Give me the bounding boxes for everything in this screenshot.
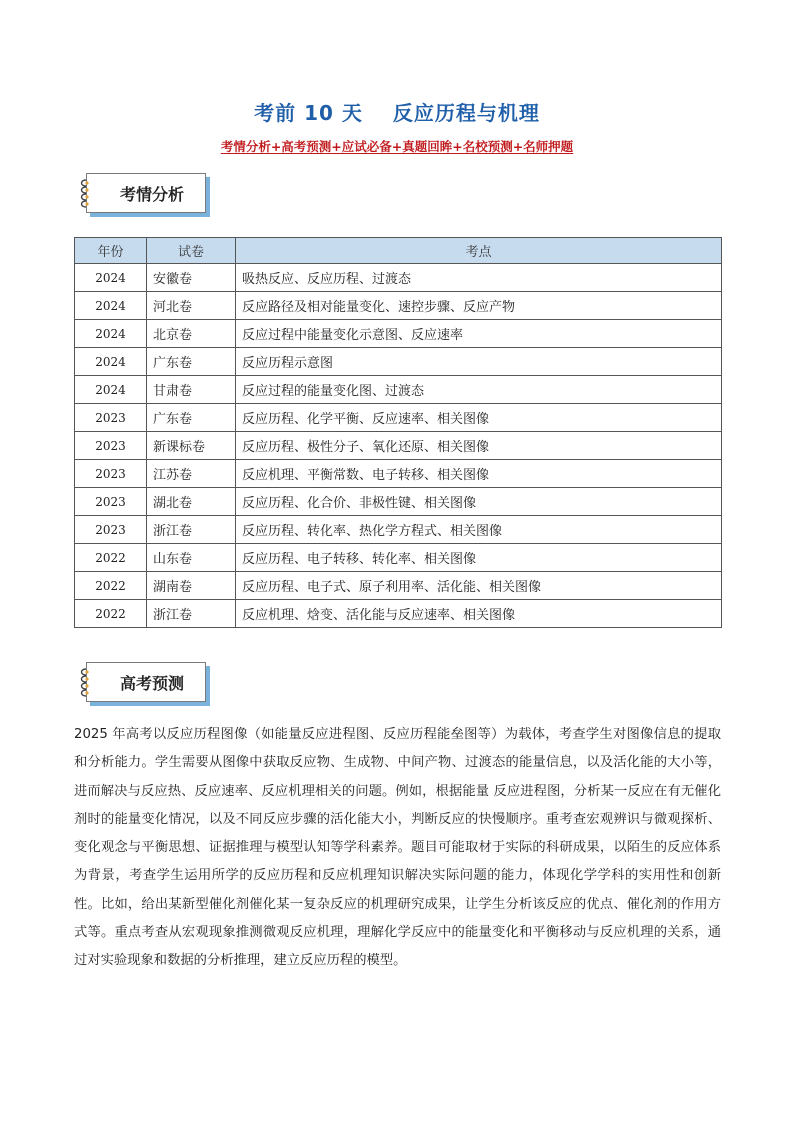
column-header-paper: 试卷 [147, 238, 236, 264]
table-row [75, 516, 722, 544]
forecast-paragraph: 2025 年高考以反应历程图像（如能量反应进程图、反应历程能垒图等）为载体，考查学生对图像信息的提取和分析能力。学生需要从图像中获取反应物、生成物、中间产物、过渡态的能量信息，以及活化能的大小等，进而解决与反应热、反应速率、反应机理相关的问题。例如，根据能量 反应进程图，分析某一反应在有无催化剂时的能量变化情况，以及不同反应步骤的活化能大小，判断反应的快慢顺序。重考查宏观辨识与微观探析、变化观念与平衡思想、证据推理与模型认知等学科素养。题目可能取材于实际的科研成果，以陌生的反应体系为背景，考查学生运用所学的反应历程和反应机理知识解决实际问题的能力，体现化学学科的实用性和创新性。比如，给出某新型催化剂催化某一复杂反应的机理研究成果，让学生分析该反应的优点、催化剂的作用方式等。重点考查从宏观现象推测微观反应机理，理解化学反应中的能量变化和平衡移动与反应机理的关系，通过对实验现象和数据的分析推理，建立反应历程的模型。 [74, 727, 721, 969]
table-row [75, 460, 722, 488]
cell-paper: 浙江卷 [147, 600, 236, 628]
cell-points: 反应历程、化合价、非极性键、相关图像 [236, 488, 722, 516]
cell-points: 反应历程、电子式、原子利用率、活化能、相关图像 [236, 572, 722, 600]
table-row [75, 292, 722, 320]
table-row [75, 376, 722, 404]
page-title-left: 考前 10 天 [254, 101, 363, 125]
cell-year: 2022 [75, 600, 147, 628]
column-header-year: 年份 [75, 238, 147, 264]
cell-year: 2023 [75, 432, 147, 460]
column-header-points: 考点 [236, 238, 722, 264]
cell-paper: 广东卷 [147, 348, 236, 376]
cell-year: 2023 [75, 516, 147, 544]
page-subtitle: 考情分析+高考预测+应试必备+真题回眸+名校预测+名师押题 [220, 139, 574, 154]
notebook-coil-icon [79, 178, 93, 208]
table-header-row [75, 238, 722, 264]
cell-points: 吸热反应、反应历程、过渡态 [236, 264, 722, 292]
cell-points: 反应路径及相对能量变化、速控步骤、反应产物 [236, 292, 722, 320]
cell-year: 2024 [75, 292, 147, 320]
table-row [75, 348, 722, 376]
cell-year: 2023 [75, 404, 147, 432]
table-row [75, 264, 722, 292]
cell-year: 2024 [75, 348, 147, 376]
cell-paper: 新课标卷 [147, 432, 236, 460]
cell-year: 2024 [75, 376, 147, 404]
cell-paper: 北京卷 [147, 320, 236, 348]
table-row [75, 488, 722, 516]
cell-points: 反应历程示意图 [236, 348, 722, 376]
cell-points: 反应历程、电子转移、转化率、相关图像 [236, 544, 722, 572]
cell-points: 反应历程、极性分子、氧化还原、相关图像 [236, 432, 722, 460]
section-tag-forecast [86, 662, 206, 702]
cell-points: 反应过程中能量变化示意图、反应速率 [236, 320, 722, 348]
table-row [75, 432, 722, 460]
cell-paper: 湖北卷 [147, 488, 236, 516]
table-row [75, 320, 722, 348]
cell-year: 2024 [75, 320, 147, 348]
cell-points: 反应机理、焓变、活化能与反应速率、相关图像 [236, 600, 722, 628]
notebook-coil-icon [79, 667, 93, 697]
table-row [75, 600, 722, 628]
cell-year: 2022 [75, 572, 147, 600]
cell-paper: 广东卷 [147, 404, 236, 432]
section-label-forecast: 高考预测 [119, 673, 184, 693]
table-row [75, 404, 722, 432]
cell-points: 反应机理、平衡常数、电子转移、相关图像 [236, 460, 722, 488]
cell-year: 2023 [75, 488, 147, 516]
table-row [75, 544, 722, 572]
cell-points: 反应过程的能量变化图、过渡态 [236, 376, 722, 404]
cell-paper: 甘肃卷 [147, 376, 236, 404]
section-label-analysis: 考情分析 [119, 184, 184, 204]
cell-paper: 山东卷 [147, 544, 236, 572]
cell-year: 2024 [75, 264, 147, 292]
cell-year: 2023 [75, 460, 147, 488]
cell-points: 反应历程、化学平衡、反应速率、相关图像 [236, 404, 722, 432]
cell-paper: 安徽卷 [147, 264, 236, 292]
section-tag-analysis [86, 173, 206, 213]
exam-table [74, 237, 722, 628]
cell-paper: 湖南卷 [147, 572, 236, 600]
page-title-right: 反应历程与机理 [392, 101, 540, 125]
page-title [0, 97, 794, 126]
table-row [75, 572, 722, 600]
cell-year: 2022 [75, 544, 147, 572]
cell-paper: 浙江卷 [147, 516, 236, 544]
cell-paper: 江苏卷 [147, 460, 236, 488]
cell-paper: 河北卷 [147, 292, 236, 320]
cell-points: 反应历程、转化率、热化学方程式、相关图像 [236, 516, 722, 544]
